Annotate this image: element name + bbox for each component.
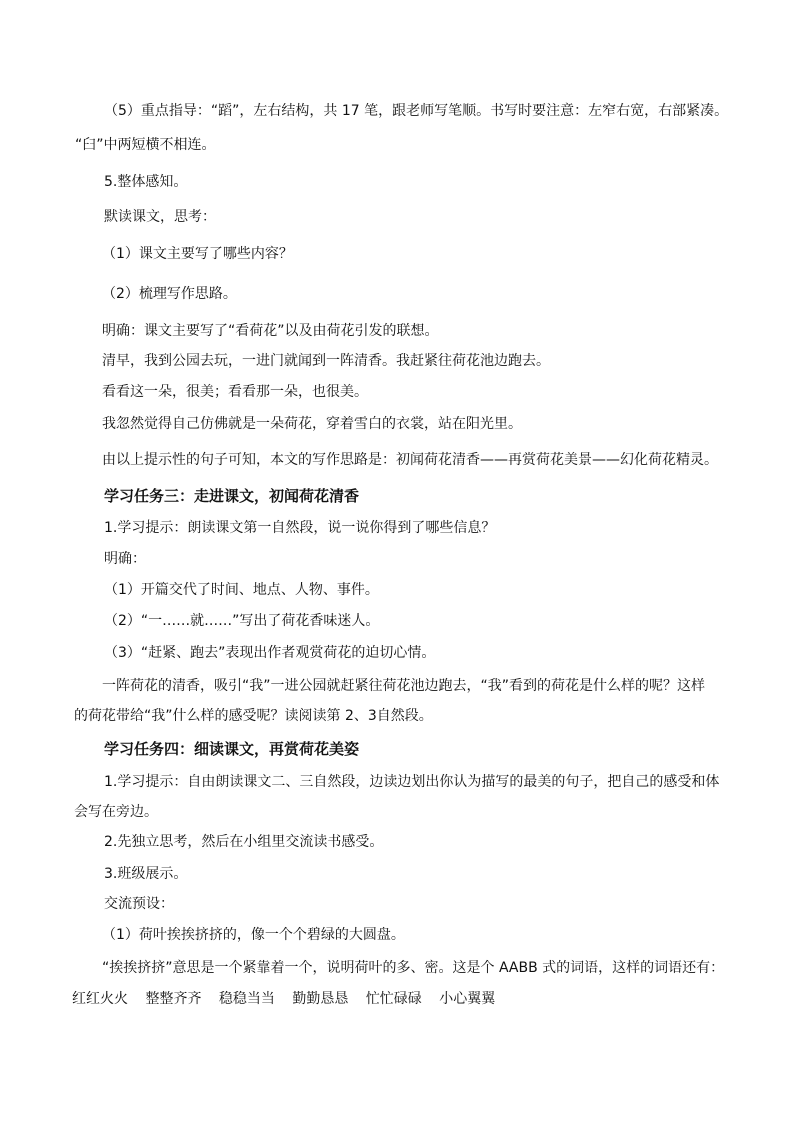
text-line: 一阵荷花的清香，吸引“我”一进公园就赶紧往荷花池边跑去，“我”看到的荷花是什么样的呢？这样 (102, 678, 706, 694)
text-line: 1.学习提示：朗读课文第一自然段，说一说你得到了哪些信息？ (104, 520, 496, 536)
text-line: 清早，我到公园去玩，一进门就闻到一阵清香。我赶紧往荷花池边跑去。 (102, 353, 550, 369)
word-item: 忙忙碌碌 (365, 991, 422, 1007)
text-line: （1）荷叶挨挨挤挤的，像一个个碧绿的大圆盘。 (102, 927, 405, 943)
text-line: （5）重点指导：“蹈”，左右结构，共 17 笔，跟老师写笔顺。书写时要注意：左窄右宽，右部紧凑。 (104, 103, 729, 119)
text-line: 的荷花带给“我”什么样的感受呢？读阅读第 2、3自然段。 (74, 708, 433, 724)
text-line: （1）课文主要写了哪些内容？ (102, 246, 293, 262)
section-heading: 学习任务四：细读课文，再赏荷花美姿 (104, 740, 360, 758)
word-item: 红红火火 (72, 991, 128, 1007)
text-line: （1）开篇交代了时间、地点、人物、事件。 (104, 582, 379, 598)
text-line: 2.先独立思考，然后在小组里交流读书感受。 (104, 834, 384, 850)
word-list (72, 989, 508, 1009)
text-line: （2）梳理写作思路。 (102, 286, 237, 302)
text-line: “挨挨挤挤”意思是一个紧靠着一个，说明荷叶的多、密。这是个 AABB 式的词语，这样的词语还有： (102, 960, 725, 976)
text-line: 默读课文，思考： (104, 209, 216, 225)
text-line: （2）“一……就……”写出了荷花香味迷人。 (104, 613, 380, 629)
word-item: 整整齐齐 (145, 991, 202, 1007)
text-line: 5.整体感知。 (104, 174, 188, 190)
text-line: 会写在旁边。 (74, 804, 158, 820)
text-line: （3）“赶紧、跑去”表现出作者观赏荷花的迫切心情。 (104, 645, 436, 661)
text-line: 交流预设： (104, 896, 174, 912)
word-item: 勤勤恳恳 (292, 991, 349, 1007)
text-line: 3.班级展示。 (104, 866, 188, 882)
text-line: “臼”中两短横不相连。 (75, 137, 216, 153)
word-item: 稳稳当当 (218, 991, 275, 1007)
text-line: 明确：课文主要写了“看荷花”以及由荷花引发的联想。 (102, 323, 439, 339)
text-line: 由以上提示性的句子可知，本文的写作思路是：初闻荷花清香——再赏荷花美景——幻化荷花精灵。 (102, 452, 718, 468)
text-line: 看看这一朵，很美；看看那一朵，也很美。 (102, 384, 368, 400)
text-line: 1.学习提示：自由朗读课文二、三自然段，边读边划出你认为描写的最美的句子，把自己的感受和体 (104, 774, 720, 790)
text-line: 我忽然觉得自己仿佛就是一朵荷花，穿着雪白的衣裳，站在阳光里。 (102, 416, 522, 432)
text-line: 明确： (104, 551, 146, 567)
word-item: 小心翼翼 (439, 991, 496, 1007)
section-heading: 学习任务三：走进课文，初闻荷花清香 (104, 487, 360, 505)
